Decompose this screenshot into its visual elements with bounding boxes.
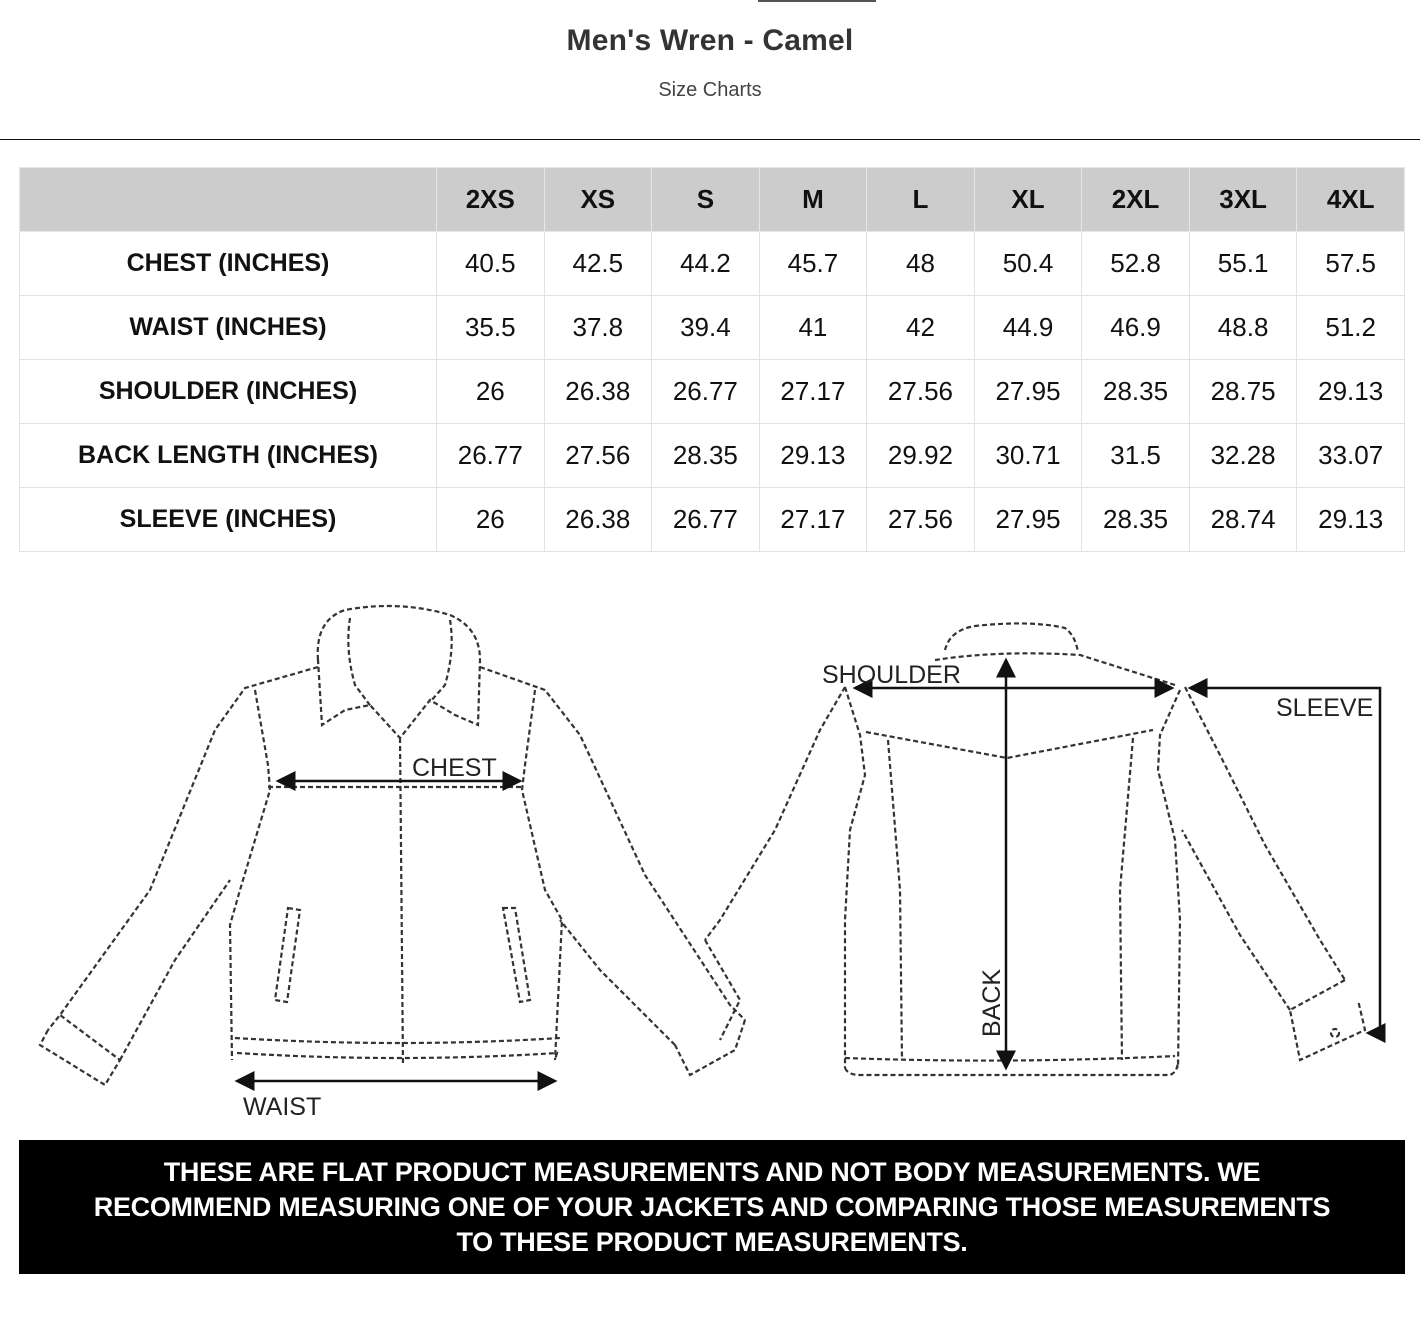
table-cell: 28.74 <box>1189 488 1297 552</box>
table-cell: 51.2 <box>1297 296 1405 360</box>
header-corner-cell <box>20 168 437 232</box>
row-label: SLEEVE (INCHES) <box>20 488 437 552</box>
size-header-4xl: 4XL <box>1297 168 1405 232</box>
sleeve-label: SLEEVE <box>1276 694 1374 722</box>
table-cell: 26.77 <box>652 360 760 424</box>
table-cell: 39.4 <box>652 296 760 360</box>
table-cell: 52.8 <box>1082 232 1190 296</box>
table-cell: 35.5 <box>437 296 545 360</box>
size-chart-table <box>19 167 1405 552</box>
table-cell: 27.95 <box>974 488 1082 552</box>
table-cell: 27.17 <box>759 360 867 424</box>
table-cell: 27.17 <box>759 488 867 552</box>
row-label: WAIST (INCHES) <box>20 296 437 360</box>
table-cell: 42.5 <box>544 232 652 296</box>
table-cell: 27.56 <box>867 488 975 552</box>
size-header-row <box>20 168 1405 232</box>
table-cell: 29.13 <box>1297 360 1405 424</box>
size-header-2xl: 2XL <box>1082 168 1190 232</box>
table-cell: 48.8 <box>1189 296 1297 360</box>
table-cell: 26.77 <box>437 424 545 488</box>
table-row-back-length <box>20 424 1405 488</box>
sleeve-arrow <box>1190 688 1380 1033</box>
table-cell: 26.38 <box>544 360 652 424</box>
table-cell: 57.5 <box>1297 232 1405 296</box>
table-cell: 26.77 <box>652 488 760 552</box>
row-label: BACK LENGTH (INCHES) <box>20 424 437 488</box>
page-subtitle: Size Charts <box>658 79 762 101</box>
table-cell: 28.35 <box>1082 488 1190 552</box>
back-label: BACK <box>978 968 1006 1037</box>
table-cell: 42 <box>867 296 975 360</box>
table-cell: 30.71 <box>974 424 1082 488</box>
table-cell: 44.2 <box>652 232 760 296</box>
row-label: SHOULDER (INCHES) <box>20 360 437 424</box>
table-cell: 44.9 <box>974 296 1082 360</box>
jacket-measurement-diagram <box>0 590 1420 1130</box>
table-cell: 37.8 <box>544 296 652 360</box>
size-header-m: M <box>759 168 867 232</box>
size-header-2xs: 2XS <box>437 168 545 232</box>
table-cell: 31.5 <box>1082 424 1190 488</box>
table-cell: 26 <box>437 360 545 424</box>
table-cell: 26 <box>437 488 545 552</box>
size-header-s: S <box>652 168 760 232</box>
table-row-chest <box>20 232 1405 296</box>
back-jacket-illustration <box>705 623 1365 1075</box>
table-row-shoulder <box>20 360 1405 424</box>
table-cell: 50.4 <box>974 232 1082 296</box>
front-jacket-illustration <box>40 606 745 1085</box>
size-header-xs: XS <box>544 168 652 232</box>
table-cell: 28.75 <box>1189 360 1297 424</box>
notice-text: THESE ARE FLAT PRODUCT MEASUREMENTS AND NOT BODY MEASUREMENTS. WE RECOMMEND MEASURING ONE OF YOUR JACKETS AND COMPARING THOSE MEASUREMENTS TO THESE PRODUCT MEASUREMENTS. <box>93 1156 1331 1257</box>
table-cell: 27.56 <box>867 360 975 424</box>
waist-label: WAIST <box>243 1093 322 1121</box>
page-title: Men's Wren - Camel <box>566 24 854 57</box>
size-header-l: L <box>867 168 975 232</box>
shoulder-label: SHOULDER <box>822 661 961 689</box>
header-divider <box>0 139 1420 140</box>
size-header-3xl: 3XL <box>1189 168 1297 232</box>
chest-label: CHEST <box>412 754 497 782</box>
table-cell: 33.07 <box>1297 424 1405 488</box>
size-header-xl: XL <box>974 168 1082 232</box>
table-cell: 55.1 <box>1189 232 1297 296</box>
table-cell: 46.9 <box>1082 296 1190 360</box>
table-cell: 29.13 <box>1297 488 1405 552</box>
table-cell: 29.92 <box>867 424 975 488</box>
table-cell: 28.35 <box>652 424 760 488</box>
table-cell: 40.5 <box>437 232 545 296</box>
table-cell: 29.13 <box>759 424 867 488</box>
table-row-sleeve <box>20 488 1405 552</box>
row-label: CHEST (INCHES) <box>20 232 437 296</box>
table-cell: 26.38 <box>544 488 652 552</box>
table-cell: 48 <box>867 232 975 296</box>
table-cell: 27.56 <box>544 424 652 488</box>
table-cell: 41 <box>759 296 867 360</box>
table-row-waist <box>20 296 1405 360</box>
measurement-notice-banner <box>19 1140 1405 1274</box>
table-cell: 45.7 <box>759 232 867 296</box>
table-cell: 27.95 <box>974 360 1082 424</box>
table-cell: 28.35 <box>1082 360 1190 424</box>
top-divider-stub <box>758 0 876 2</box>
table-cell: 32.28 <box>1189 424 1297 488</box>
